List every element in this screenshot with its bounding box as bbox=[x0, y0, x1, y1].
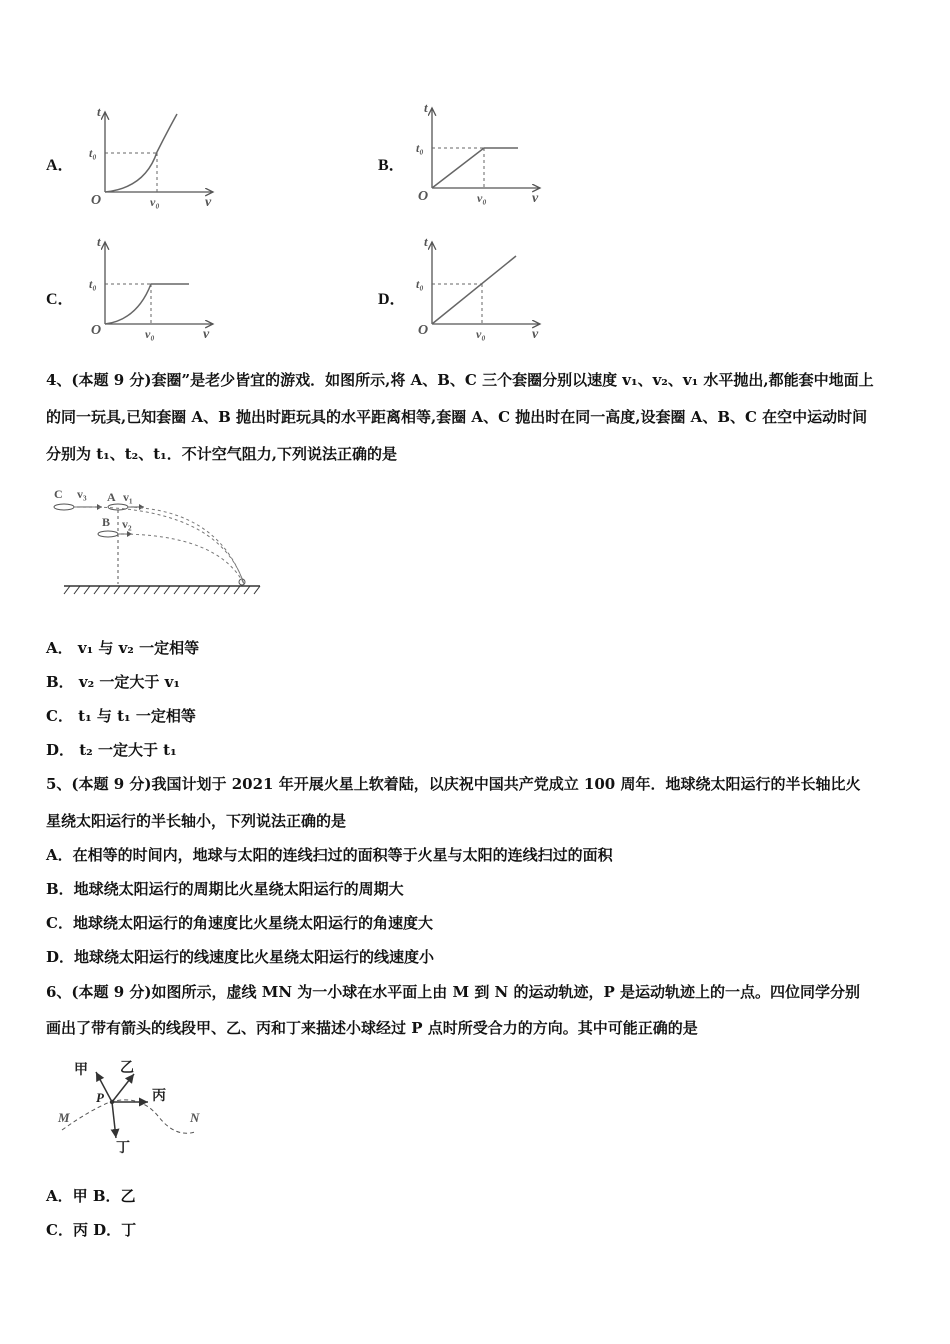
v3-label: v₃ bbox=[77, 487, 87, 501]
q3-graph-d bbox=[412, 232, 552, 342]
label-bing: 丙 bbox=[152, 1088, 166, 1104]
v-label: v bbox=[532, 327, 539, 342]
trajectory-a bbox=[128, 507, 244, 584]
q5-option-d: D．地球绕太阳运行的线速度比火星绕太阳运行的线速度小 bbox=[46, 948, 435, 966]
q6-stem-line-1: 6、(本题 9 分)如图所示，虚线 MN 为一小球在水平面上由 M 到 N 的运动轨迹，P 是运动轨迹上的一点。四位同学分别 bbox=[46, 983, 860, 1001]
label-yi: 乙 bbox=[120, 1060, 134, 1076]
q6-options-row-2: C．丙 D．丁 bbox=[46, 1221, 137, 1239]
t0-label: t₀ bbox=[416, 277, 424, 291]
t0-label: t₀ bbox=[89, 277, 97, 291]
v0-label: v₀ bbox=[145, 327, 155, 341]
q4-option-d: D． t₂ 一定大于 t₁ bbox=[46, 741, 177, 759]
q6-figure bbox=[50, 1054, 220, 1164]
curve bbox=[432, 148, 518, 188]
origin-label: O bbox=[91, 193, 102, 208]
label-ding: 丁 bbox=[116, 1140, 130, 1156]
t0-label: t₀ bbox=[89, 146, 97, 160]
label-n: N bbox=[190, 1110, 200, 1125]
trajectory-mn bbox=[62, 1100, 195, 1133]
origin-label: O bbox=[91, 323, 102, 338]
t-label: t bbox=[97, 104, 101, 119]
q3-graph-c bbox=[85, 232, 225, 342]
label-p: P bbox=[96, 1090, 104, 1105]
q4-stem-line-1: 4、(本题 9 分)套圈”是老少皆宜的游戏．如图所示,将 A、B、C 三个套圈分别以速度 v₁、v₂、v₁ 水平抛出,都能套中地面上 bbox=[46, 371, 874, 389]
q3-graph-b bbox=[412, 100, 552, 210]
arrow-ding bbox=[112, 1102, 116, 1138]
q5-option-a: A．在相等的时间内，地球与太阳的连线扫过的面积等于火星与太阳的连线扫过的面积 bbox=[46, 846, 613, 864]
q3-option-c-label: C． bbox=[46, 291, 74, 308]
v-label: v bbox=[532, 191, 539, 206]
q4-stem-line-2: 的同一玩具,已知套圈 A、B 抛出时距玩具的水平距离相等,套圈 A、C 抛出时在同一高度,设套圈 A、B、C 在空中运动时间 bbox=[46, 408, 868, 426]
v2-label: v₂ bbox=[122, 517, 132, 531]
q4-figure bbox=[48, 484, 268, 596]
t-label: t bbox=[97, 234, 101, 249]
q4-option-a: A． v₁ 与 v₂ 一定相等 bbox=[46, 639, 200, 657]
q4-stem-line-3: 分别为 t₁、t₂、t₁．不计空气阻力,下列说法正确的是 bbox=[46, 445, 397, 463]
q4-option-b: B． v₂ 一定大于 v₁ bbox=[46, 673, 180, 691]
trajectory-c bbox=[74, 507, 244, 584]
t0-label: t₀ bbox=[416, 141, 424, 155]
q5-stem-line-1: 5、(本题 9 分)我国计划于 2021 年开展火星上软着陆，以庆祝中国共产党成立 100 周年．地球绕太阳运行的半长轴比火 bbox=[46, 775, 861, 793]
origin-label: O bbox=[418, 323, 429, 338]
q3-option-d-label: D． bbox=[378, 291, 406, 308]
trajectory-b bbox=[118, 534, 244, 584]
q3-option-a-label: A． bbox=[46, 157, 74, 174]
v0-label: v₀ bbox=[476, 327, 486, 341]
v0-label: v₀ bbox=[477, 191, 487, 205]
ring-b-label: B bbox=[102, 515, 111, 529]
label-m: M bbox=[58, 1110, 70, 1125]
q5-option-b: B．地球绕太阳运行的周期比火星绕太阳运行的周期大 bbox=[46, 880, 404, 898]
ring-a-label: A bbox=[107, 490, 116, 504]
ring-c-label: C bbox=[54, 487, 63, 501]
t-label: t bbox=[424, 100, 428, 115]
ground-hatch bbox=[64, 586, 260, 594]
q6-options-row-1: A．甲 B．乙 bbox=[46, 1187, 136, 1205]
point-p bbox=[110, 1100, 114, 1104]
q6-stem-line-2: 画出了带有箭头的线段甲、乙、丙和丁来描述小球经过 P 点时所受合力的方向。其中可能正确的是 bbox=[46, 1019, 698, 1037]
origin-label: O bbox=[418, 189, 429, 204]
v0-label: v₀ bbox=[150, 195, 160, 209]
ring-c bbox=[54, 504, 74, 510]
curve bbox=[432, 256, 516, 324]
q5-stem-line-2: 星绕太阳运行的半长轴小，下列说法正确的是 bbox=[46, 812, 347, 830]
v-label: v bbox=[205, 195, 212, 210]
ring-b bbox=[98, 531, 118, 537]
v1-label: v₁ bbox=[123, 490, 133, 504]
curve bbox=[105, 284, 189, 324]
q4-option-c: C． t₁ 与 t₁ 一定相等 bbox=[46, 707, 196, 725]
t-label: t bbox=[424, 234, 428, 249]
v-label: v bbox=[203, 327, 210, 342]
q5-option-c: C．地球绕太阳运行的角速度比火星绕太阳运行的角速度大 bbox=[46, 914, 433, 932]
q3-graph-a bbox=[85, 100, 225, 215]
arrow-yi bbox=[112, 1074, 134, 1102]
label-jia: 甲 bbox=[74, 1062, 88, 1078]
q3-option-b-label: B． bbox=[378, 157, 405, 174]
